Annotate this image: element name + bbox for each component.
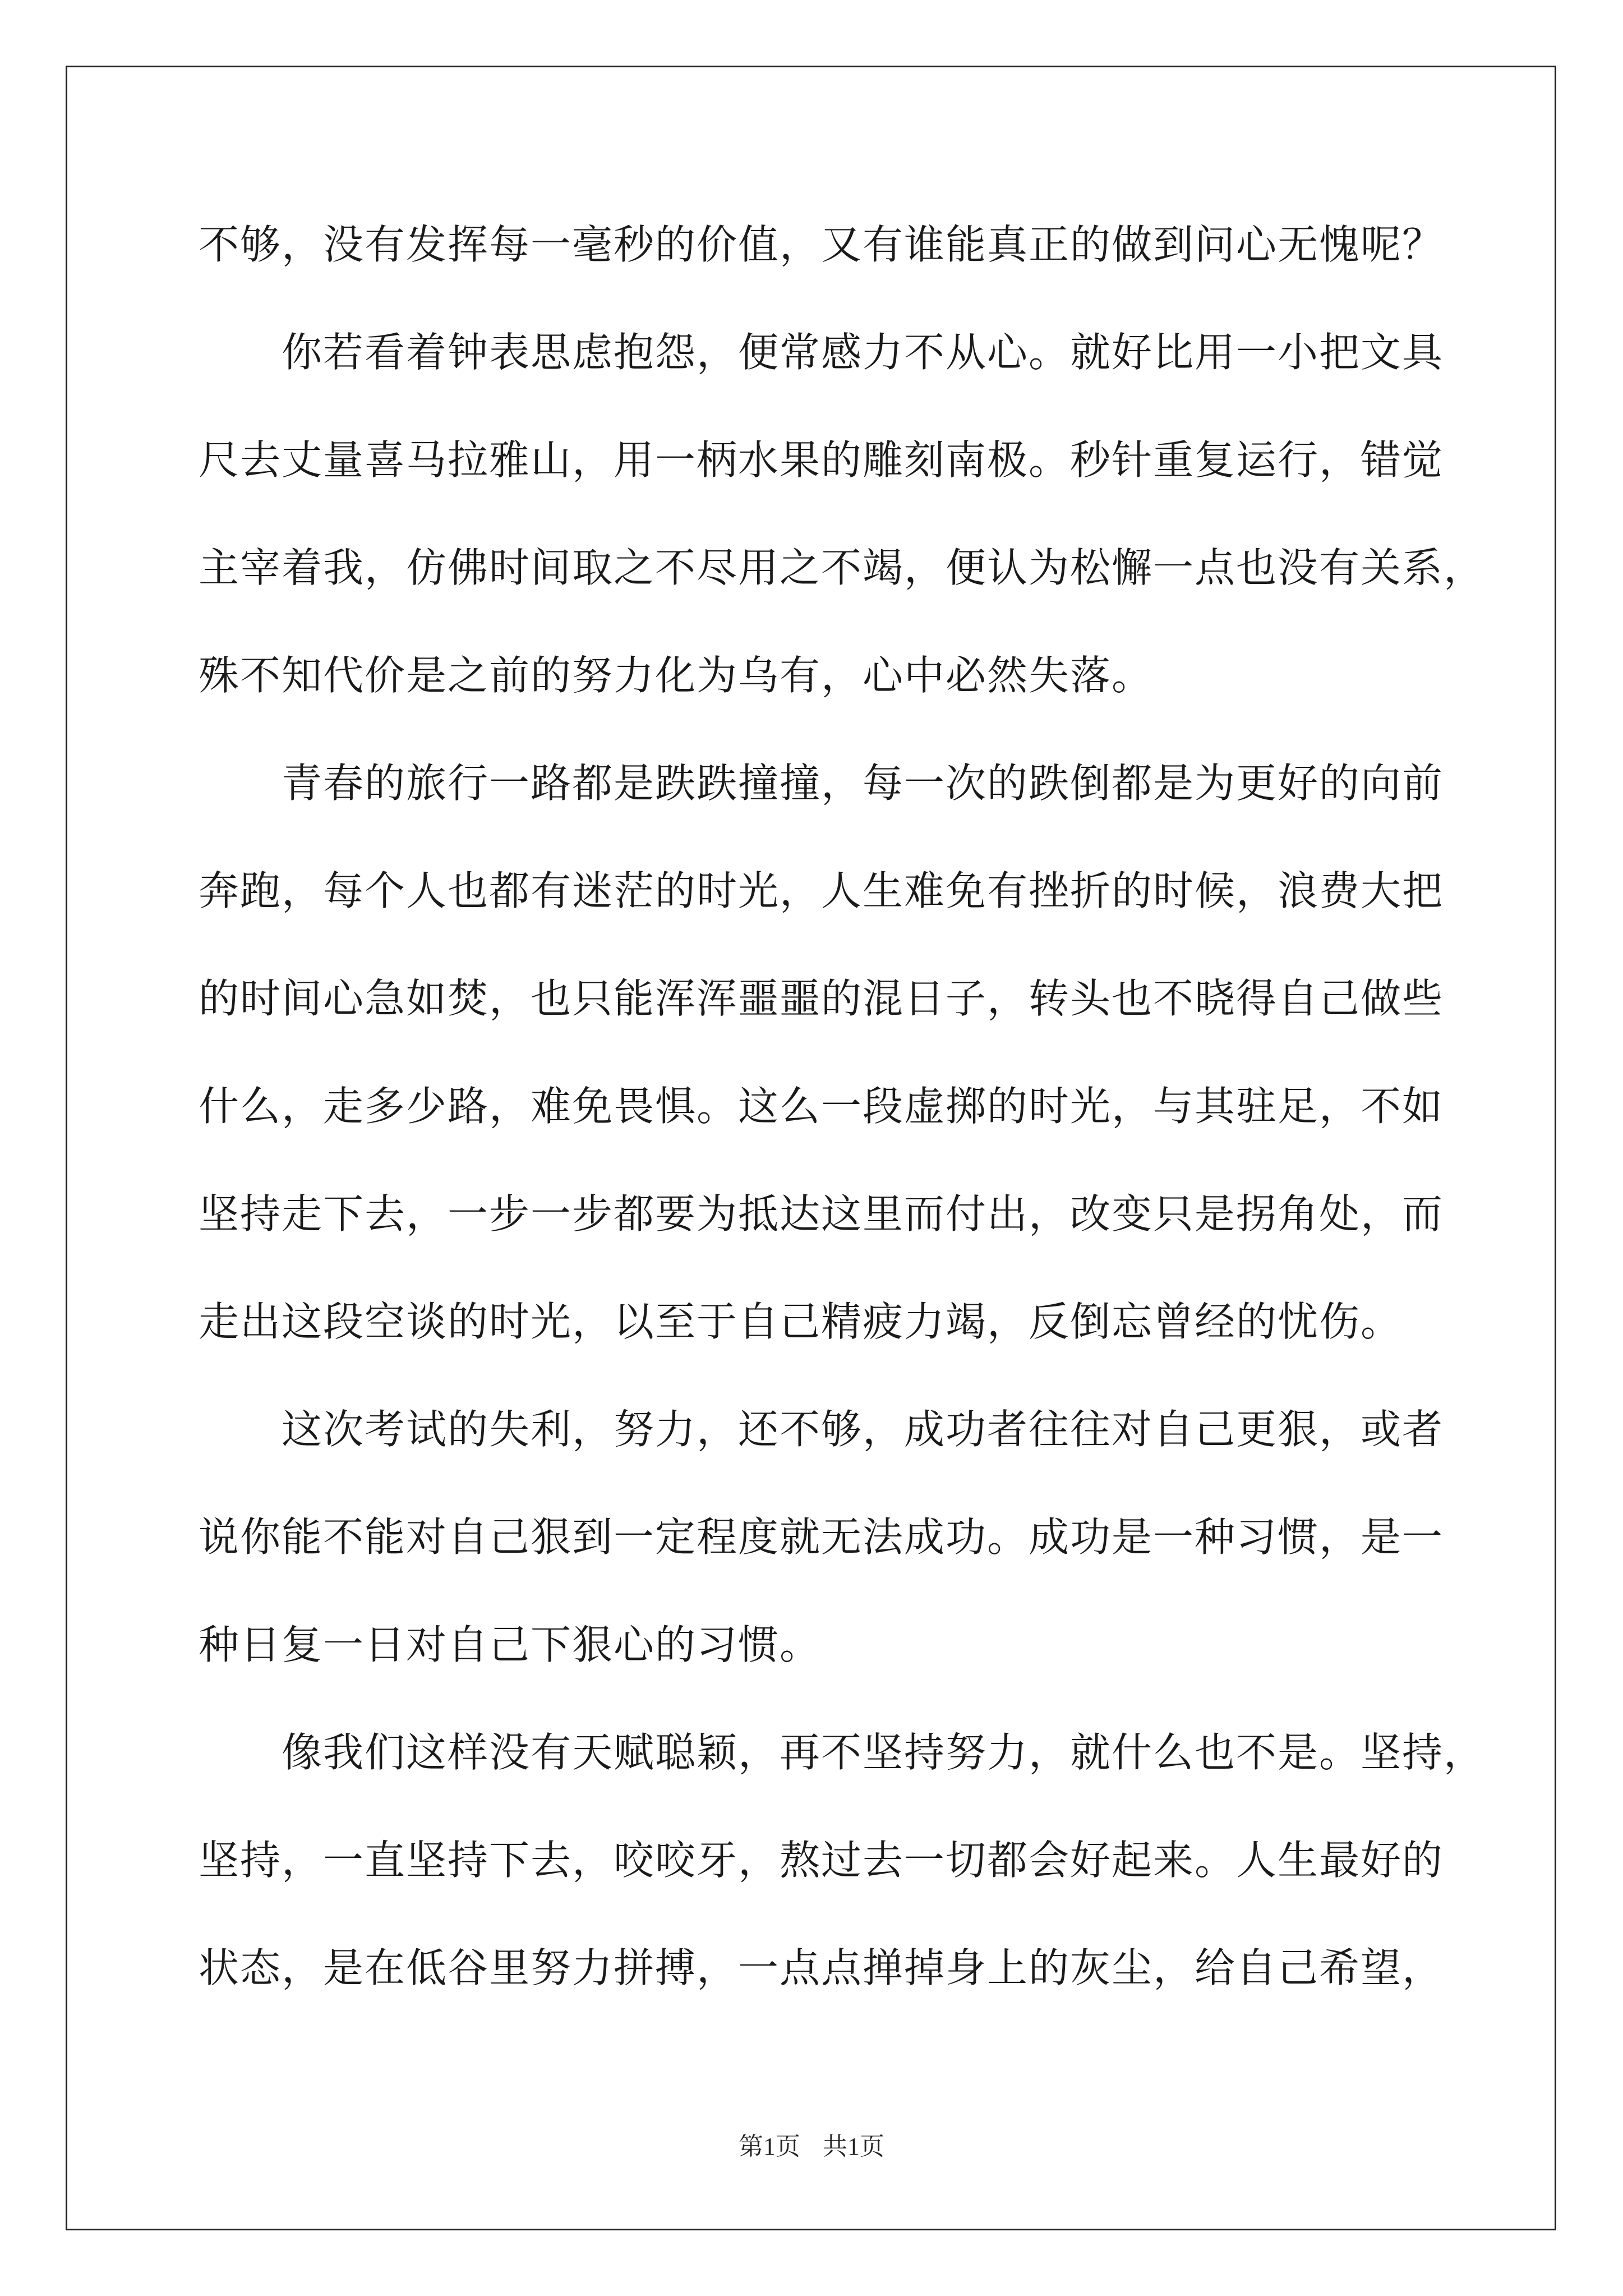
text-line: 你若看着钟表思虑抱怨，便常感力不从心。就好比用一小把文具 bbox=[282, 329, 1444, 376]
page-footer bbox=[0, 2126, 1623, 2162]
text-line: 坚持走下去，一步一步都要为抵达这里而付出，改变只是拐角处，而 bbox=[199, 1190, 1444, 1237]
text-line: 说你能不能对自己狠到一定程度就无法成功。成功是一种习惯，是一 bbox=[199, 1513, 1444, 1561]
document-body bbox=[199, 191, 1486, 2022]
text-line: 坚持，一直坚持下去，咬咬牙，熬过去一切都会好起来。人生最好的 bbox=[199, 1837, 1444, 1884]
page-total: 共1页 bbox=[823, 2133, 884, 2160]
text-line: 青春的旅行一路都是跌跌撞撞，每一次的跌倒都是为更好的向前 bbox=[282, 760, 1444, 807]
text-line: 奔跑，每个人也都有迷茫的时光，人生难免有挫折的时候，浪费大把 bbox=[199, 867, 1444, 914]
text-line: 殊不知代价是之前的努力化为乌有，心中必然失落。 bbox=[199, 652, 1154, 699]
text-line: 状态，是在低谷里努力拼搏，一点点掸掉身上的灰尘，给自己希望， bbox=[199, 1944, 1444, 1991]
text-line: 的时间心急如焚，也只能浑浑噩噩的混日子，转头也不晓得自己做些 bbox=[199, 975, 1444, 1022]
text-line: 不够，没有发挥每一毫秒的价值，又有谁能真正的做到问心无愧呢？ bbox=[199, 221, 1444, 268]
text-line: 种日复一日对自己下狠心的习惯。 bbox=[199, 1621, 822, 1668]
text-line: 这次考试的失利，努力，还不够，成功者往往对自己更狠，或者 bbox=[282, 1406, 1444, 1453]
text-line: 主宰着我，仿佛时间取之不尽用之不竭，便认为松懈一点也没有关系， bbox=[199, 544, 1486, 591]
page-number: 第1页 bbox=[739, 2133, 800, 2160]
text-line: 走出这段空谈的时光，以至于自己精疲力竭，反倒忘曾经的忧伤。 bbox=[199, 1298, 1403, 1345]
text-line: 尺去丈量喜马拉雅山，用一柄水果的雕刻南极。秒针重复运行，错觉 bbox=[199, 436, 1444, 484]
text-line: 什么，走多少路，难免畏惧。这么一段虚掷的时光，与其驻足，不如 bbox=[199, 1083, 1444, 1130]
text-line: 像我们这样没有天赋聪颖，再不坚持努力，就什么也不是。坚持， bbox=[282, 1729, 1486, 1776]
